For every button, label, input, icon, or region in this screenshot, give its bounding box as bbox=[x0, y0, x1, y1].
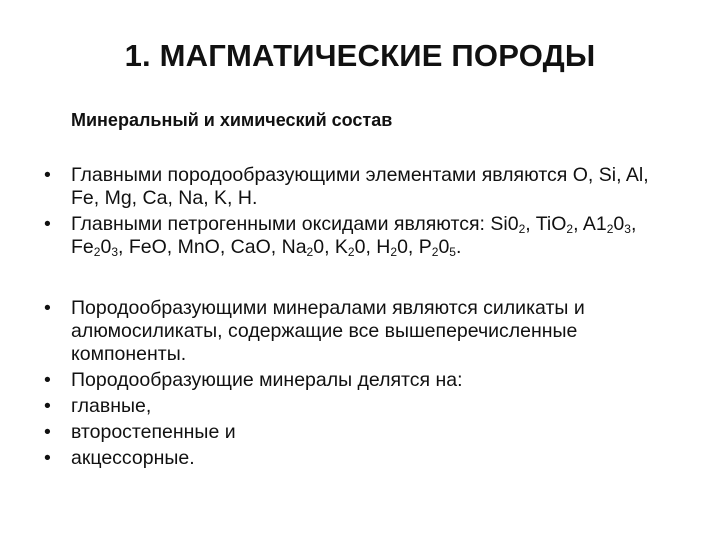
bullet-text: Породообразующие минералы делятся на: bbox=[71, 369, 463, 391]
subscript-text: 2 bbox=[93, 245, 101, 259]
subscript-text: 2 bbox=[431, 245, 439, 259]
bullet-text: 0 bbox=[438, 236, 450, 258]
bullet-text: Главными петрогенными оксидами являются: Si0 bbox=[71, 213, 519, 235]
subscript-text: 2 bbox=[606, 222, 614, 236]
bullet-text: 0, H bbox=[354, 236, 391, 258]
bullet-item bbox=[0, 447, 720, 470]
bullet-dot-icon: • bbox=[44, 213, 51, 235]
subscript-text: 2 bbox=[306, 245, 314, 259]
bullet-text: главные, bbox=[71, 395, 152, 417]
bullet-text: 0 bbox=[613, 213, 625, 235]
bullet-list-minerals bbox=[0, 297, 720, 473]
bullet-dot-icon: • bbox=[44, 369, 51, 391]
bullet-text: , A1 bbox=[573, 213, 607, 235]
subscript-text: 3 bbox=[111, 245, 118, 259]
bullet-dot-icon: • bbox=[44, 297, 51, 319]
bullet-dot-icon: • bbox=[44, 395, 51, 417]
bullet-text: 0 bbox=[100, 236, 112, 258]
bullet-item bbox=[0, 369, 720, 392]
bullet-text: Главными породообразующими элементами являются O, Si, Al, Fe, Mg, Ca, Na, K, H. bbox=[71, 164, 649, 209]
bullet-text: Породообразующими минералами являются силикаты и алюмосиликаты, содержащие все вышеперечисленные компоненты. bbox=[71, 297, 585, 365]
bullet-item bbox=[0, 395, 720, 418]
bullet-item bbox=[0, 297, 720, 366]
bullet-item bbox=[0, 213, 720, 259]
bullet-text: 0, P bbox=[397, 236, 432, 258]
bullet-text: акцессорные. bbox=[71, 447, 195, 469]
slide-subtitle: Минеральный и химический состав bbox=[71, 110, 393, 130]
bullet-dot-icon: • bbox=[44, 421, 51, 443]
bullet-text: . bbox=[455, 236, 462, 258]
bullet-text: 0, K bbox=[313, 236, 348, 258]
subscript-text: 2 bbox=[518, 222, 526, 236]
slide-title: 1. МАГМАТИЧЕСКИЕ ПОРОДЫ bbox=[124, 38, 596, 73]
bullet-list-elements bbox=[0, 164, 720, 262]
bullet-text: , FeO, MnO, CaO, Na bbox=[118, 236, 307, 258]
subscript-text: 5 bbox=[449, 245, 456, 259]
subscript-text: 2 bbox=[390, 245, 398, 259]
subscript-text: 2 bbox=[347, 245, 355, 259]
bullet-text: , TiO bbox=[525, 213, 567, 235]
bullet-item bbox=[0, 164, 720, 210]
bullet-item bbox=[0, 421, 720, 444]
bullet-text: второстепенные и bbox=[71, 421, 236, 443]
subscript-text: 3 bbox=[624, 222, 631, 236]
subscript-text: 2 bbox=[566, 222, 574, 236]
bullet-dot-icon: • bbox=[44, 164, 51, 186]
bullet-text: , Fe bbox=[71, 213, 637, 258]
bullet-dot-icon: • bbox=[44, 447, 51, 469]
